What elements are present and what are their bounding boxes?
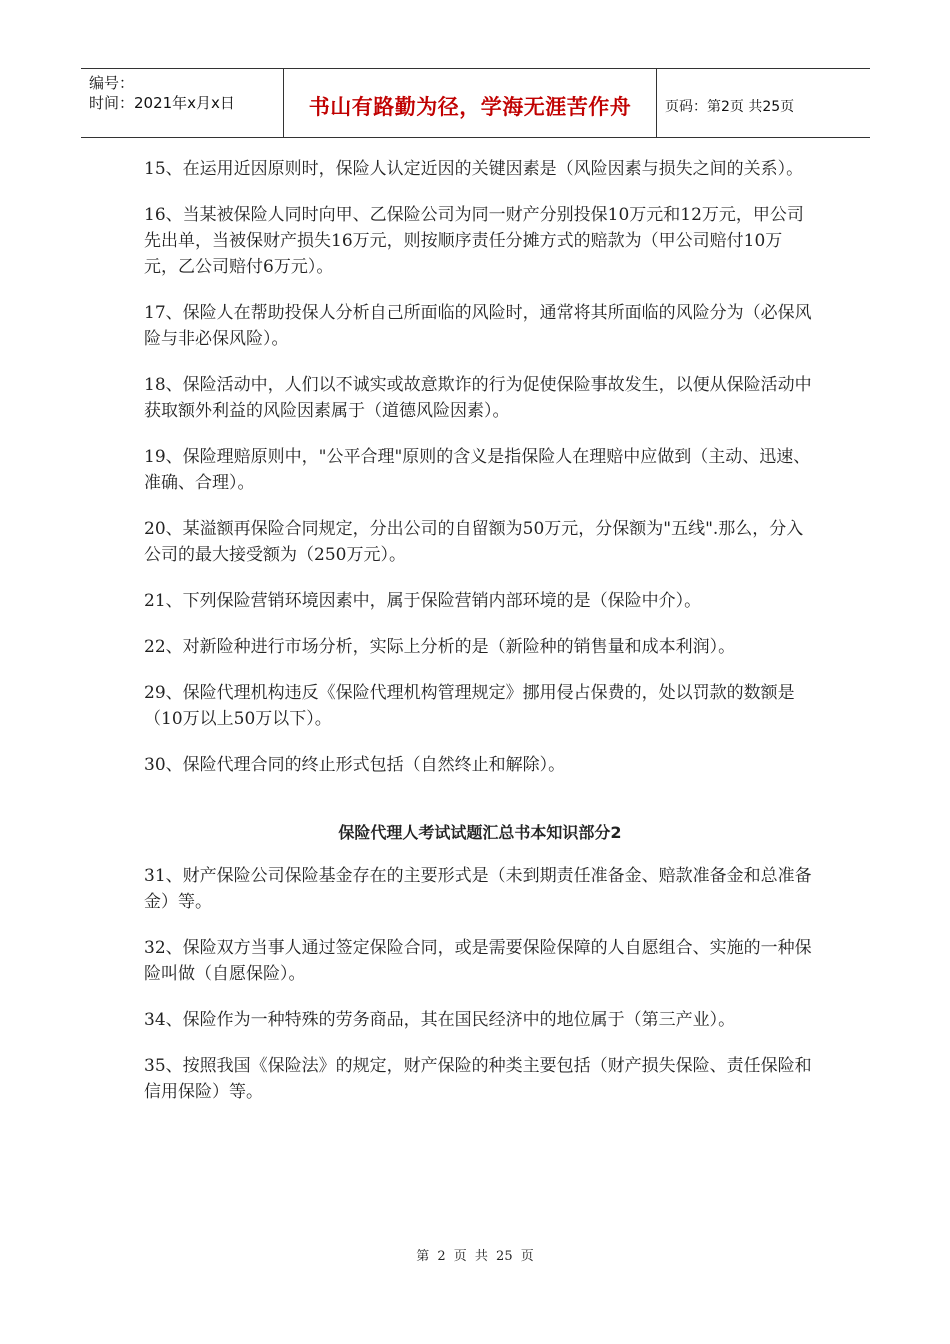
question-item: 32、保险双方当事人通过签定保险合同，或是需要保险保障的人自愿组合、实施的一种保险叫做（自愿保险）。 xyxy=(144,938,812,984)
page-header xyxy=(81,68,870,138)
question-item: 19、保险理赔原则中，"公平合理"原则的含义是指保险人在理赔中应做到（主动、迅速、准确、合理）。 xyxy=(144,447,811,493)
question-item: 17、保险人在帮助投保人分析自己所面临的风险时，通常将其所面临的风险分为（必保风险与非必保风险）。 xyxy=(144,303,812,349)
question-item: 35、按照我国《保险法》的规定，财产保险的种类主要包括（财产损失保险、责任保险和信用保险）等。 xyxy=(144,1056,812,1102)
header-page-info: 页码：第2页 共25页 xyxy=(665,99,795,115)
question-item: 30、保险代理合同的终止形式包括（自然终止和解除）。 xyxy=(144,755,566,775)
header-motto: 书山有路勤为径，学海无涯苦作舟 xyxy=(308,95,632,119)
question-item: 18、保险活动中，人们以不诚实或故意欺诈的行为促使保险事故发生，以便从保险活动中获取额外利益的风险因素属于（道德风险因素）。 xyxy=(144,375,812,421)
page-footer: 第 2 页 共 25 页 xyxy=(416,1249,534,1264)
section-title: 保险代理人考试试题汇总书本知识部分2 xyxy=(338,823,622,842)
document-body xyxy=(144,156,816,1125)
number-label: 编号： xyxy=(89,74,135,92)
date-label: 时间：2021年x月x日 xyxy=(89,94,235,112)
header-page-info-cell xyxy=(657,69,870,137)
question-item: 22、对新险种进行市场分析，实际上分析的是（新险种的销售量和成本利润）。 xyxy=(144,637,736,657)
question-item: 31、财产保险公司保险基金存在的主要形式是（未到期责任准备金、赔款准备金和总准备金）等。 xyxy=(144,866,812,912)
question-item: 15、在运用近因原则时，保险人认定近因的关键因素是（风险因素与损失之间的关系）。 xyxy=(144,159,804,179)
header-motto-cell xyxy=(283,69,657,137)
question-item: 29、保险代理机构违反《保险代理机构管理规定》挪用侵占保费的，处以罚款的数额是（10万以上50万以下）。 xyxy=(144,683,795,729)
question-item: 34、保险作为一种特殊的劳务商品，其在国民经济中的地位属于（第三产业）。 xyxy=(144,1010,736,1030)
question-item: 16、当某被保险人同时向甲、乙保险公司为同一财产分别投保10万元和12万元，甲公司先出单，当被保财产损失16万元，则按顺序责任分摊方式的赔款为（甲公司赔付10万元，乙公司赔付6万元）。 xyxy=(144,205,804,277)
question-item: 20、某溢额再保险合同规定，分出公司的自留额为50万元，分保额为"五线".那么，分入公司的最大接受额为（250万元）。 xyxy=(144,519,804,565)
header-meta xyxy=(81,69,283,137)
question-item: 21、下列保险营销环境因素中，属于保险营销内部环境的是（保险中介）。 xyxy=(144,591,702,611)
